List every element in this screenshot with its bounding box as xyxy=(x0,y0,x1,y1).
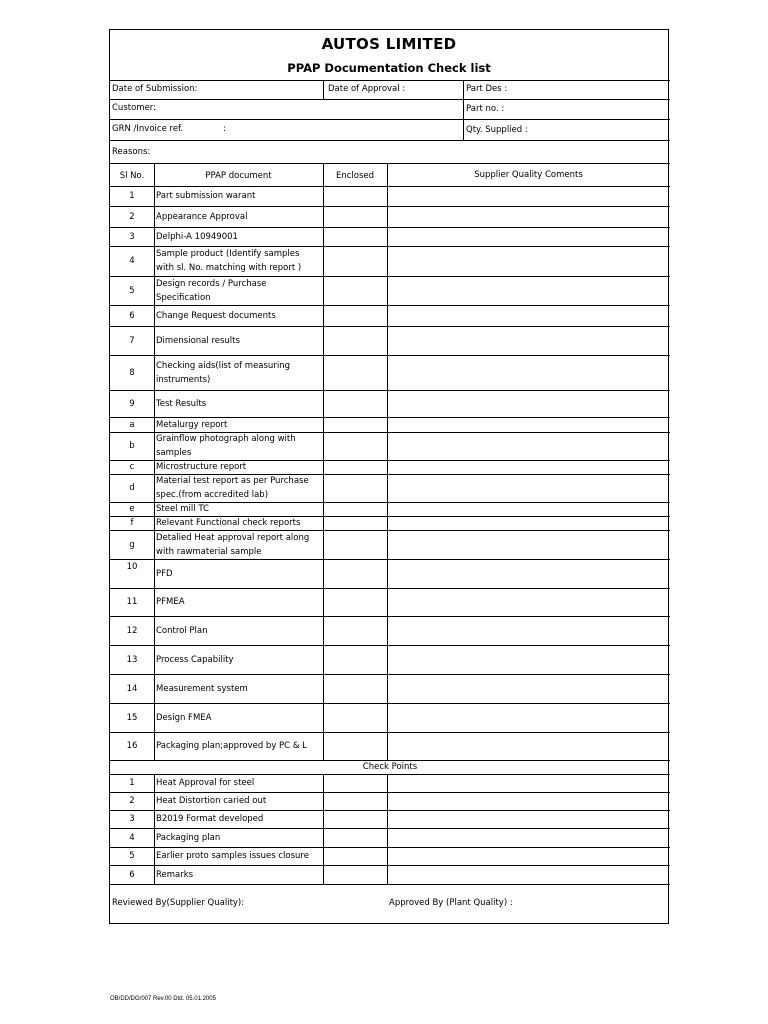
ppap-document-item: Design FMEA xyxy=(156,712,212,723)
check-point-item: Remarks xyxy=(156,869,194,880)
date-of-approval-field[interactable] xyxy=(411,80,463,99)
sl-no: 2 xyxy=(129,211,135,222)
enclosed-cell[interactable] xyxy=(323,616,387,645)
supplier-comment-cell[interactable] xyxy=(387,645,670,674)
supplier-comment-cell[interactable] xyxy=(387,616,670,645)
check-point-item: B2019 Format developed xyxy=(156,814,264,824)
check-point-enclosed-cell[interactable] xyxy=(323,810,387,828)
ppap-document-item: Dimensional results xyxy=(156,335,240,346)
ppap-document-item: Sample product (Identify samples with sl. No. matching with report ) xyxy=(156,249,302,273)
sl-no: 12 xyxy=(126,625,138,636)
check-point-comment-cell[interactable] xyxy=(387,828,670,847)
supplier-comment-cell[interactable] xyxy=(387,732,670,760)
check-point-comment-cell[interactable] xyxy=(387,865,670,884)
supplier-comment-cell[interactable] xyxy=(387,530,670,559)
grn-invoice-colon: : xyxy=(223,124,226,134)
form-reference-code: OB/DD/DG/007 Rev.00 Dtd. 05.01.2005 xyxy=(110,996,216,1002)
column-header-supplier-comments: Supplier Quality Coments xyxy=(474,170,583,180)
sl-no: f xyxy=(130,518,134,528)
column-header-sl-no: Sl No. xyxy=(119,171,145,181)
grn-invoice-field[interactable] xyxy=(231,119,463,140)
ppap-document-item: Material test report as per Purchase spec.(from accredited lab) xyxy=(156,476,309,500)
enclosed-cell[interactable] xyxy=(323,390,387,417)
sl-no: 6 xyxy=(129,310,135,321)
check-point-enclosed-cell[interactable] xyxy=(323,847,387,865)
enclosed-cell[interactable] xyxy=(323,674,387,703)
check-point-comment-cell[interactable] xyxy=(387,810,670,828)
grid-line xyxy=(323,163,324,760)
supplier-comment-cell[interactable] xyxy=(387,206,670,227)
date-of-approval-label: Date of Approval : xyxy=(328,84,406,94)
part-des-label: Part Des : xyxy=(466,84,508,94)
check-point-enclosed-cell[interactable] xyxy=(323,865,387,884)
check-point-comment-cell[interactable] xyxy=(387,774,670,792)
ppap-document-item: Change Request documents xyxy=(156,310,276,321)
supplier-comment-cell[interactable] xyxy=(387,502,670,516)
grid-line xyxy=(463,80,464,140)
ppap-document-item: Grainflow photograph along with samples xyxy=(156,434,296,458)
check-point-item: Packaging plan xyxy=(156,832,221,843)
ppap-document-item: Measurement system xyxy=(156,683,248,694)
checklist-sheet xyxy=(109,29,669,924)
ppap-document-item: Checking aids(list of measuring instruments) xyxy=(156,360,290,385)
enclosed-cell[interactable] xyxy=(323,460,387,474)
enclosed-cell[interactable] xyxy=(323,355,387,390)
check-point-item: Heat Distortion caried out xyxy=(156,796,267,806)
check-point-no: 1 xyxy=(129,778,135,788)
check-point-enclosed-cell[interactable] xyxy=(323,828,387,847)
supplier-comment-cell[interactable] xyxy=(387,460,670,474)
enclosed-cell[interactable] xyxy=(323,417,387,432)
enclosed-cell[interactable] xyxy=(323,588,387,616)
ppap-document-item: Microstructure report xyxy=(156,462,247,472)
sl-no: 8 xyxy=(129,367,135,378)
date-of-submission-label: Date of Submission: xyxy=(112,84,198,94)
ppap-document-item: Relevant Functional check reports xyxy=(156,518,301,528)
sl-no: g xyxy=(129,539,135,550)
check-point-no: 5 xyxy=(129,851,135,861)
sl-no: 1 xyxy=(129,191,135,201)
enclosed-cell[interactable] xyxy=(323,276,387,305)
ppap-document-item: Metalurgy report xyxy=(156,419,228,430)
reasons-field[interactable] xyxy=(151,140,670,163)
enclosed-cell[interactable] xyxy=(323,227,387,246)
sl-no: c xyxy=(129,462,135,472)
supplier-comment-cell[interactable] xyxy=(387,227,670,246)
supplier-comment-cell[interactable] xyxy=(387,516,670,530)
column-header-enclosed: Enclosed xyxy=(335,171,375,181)
sl-no: 14 xyxy=(126,683,138,694)
check-points-label: Check Points xyxy=(362,762,418,772)
ppap-document-item: PFD xyxy=(156,568,173,579)
enclosed-cell[interactable] xyxy=(323,206,387,227)
sl-no: 13 xyxy=(126,654,138,665)
supplier-comment-cell[interactable] xyxy=(387,703,670,732)
check-point-item: Heat Approval for steel xyxy=(156,778,255,788)
supplier-comment-cell[interactable] xyxy=(387,474,670,502)
supplier-comment-cell[interactable] xyxy=(387,674,670,703)
sl-no: 11 xyxy=(126,597,138,607)
grn-invoice-label: GRN /Invoice ref. xyxy=(112,124,184,134)
check-point-no: 2 xyxy=(129,796,135,806)
reviewed-by-label: Reviewed By(Supplier Quality): xyxy=(112,898,245,908)
sl-no: e xyxy=(129,504,135,514)
sl-no: a xyxy=(129,419,135,430)
qty-supplied-field[interactable] xyxy=(531,119,670,140)
enclosed-cell[interactable] xyxy=(323,246,387,276)
approved-by-signature-field[interactable] xyxy=(521,886,670,921)
date-of-submission-field[interactable] xyxy=(201,80,323,99)
supplier-comment-cell[interactable] xyxy=(387,246,670,276)
supplier-comment-cell[interactable] xyxy=(387,417,670,432)
grid-line xyxy=(154,163,155,760)
supplier-comment-cell[interactable] xyxy=(387,559,670,588)
document-title: PPAP Documentation Check list xyxy=(287,61,491,75)
ppap-document-item: Detalied Heat approval report along with rawmaterial sample xyxy=(156,532,310,557)
company-name: AUTOS LIMITED xyxy=(321,35,457,53)
supplier-comment-cell[interactable] xyxy=(387,355,670,390)
grid-line xyxy=(110,163,670,164)
check-point-no: 6 xyxy=(129,869,135,880)
enclosed-cell[interactable] xyxy=(323,645,387,674)
ppap-document-item: Design records / Purchase Specification xyxy=(156,278,267,303)
ppap-document-item: Steel mill TC xyxy=(156,504,209,514)
part-no-label: Part no. : xyxy=(466,104,505,114)
ppap-document-item: Process Capability xyxy=(156,654,234,665)
check-point-comment-cell[interactable] xyxy=(387,792,670,810)
customer-field[interactable] xyxy=(161,99,463,119)
reasons-label: Reasons: xyxy=(112,147,151,157)
enclosed-cell[interactable] xyxy=(323,559,387,588)
reviewed-by-signature-field[interactable] xyxy=(251,886,386,921)
grid-line xyxy=(387,774,388,884)
grid-line xyxy=(387,163,388,760)
sl-no: 10 xyxy=(126,562,138,572)
supplier-comment-cell[interactable] xyxy=(387,588,670,616)
sl-no: 4 xyxy=(129,256,135,266)
sl-no: 15 xyxy=(126,712,138,723)
customer-label: Customer: xyxy=(112,103,157,113)
supplier-comment-cell[interactable] xyxy=(387,305,670,326)
enclosed-cell[interactable] xyxy=(323,305,387,326)
ppap-document-item: Packaging plan;approved by PC & L xyxy=(156,741,307,751)
enclosed-cell[interactable] xyxy=(323,732,387,760)
check-point-item: Earlier proto samples issues closure xyxy=(156,851,309,861)
ppap-document-item: PFMEA xyxy=(156,597,185,607)
check-point-enclosed-cell[interactable] xyxy=(323,792,387,810)
sl-no: 9 xyxy=(129,398,135,409)
column-header-ppap-document: PPAP document xyxy=(205,171,272,181)
ppap-document-item: Control Plan xyxy=(156,625,208,636)
ppap-document-item: Test Results xyxy=(156,398,207,409)
part-no-field[interactable] xyxy=(506,99,670,119)
enclosed-cell[interactable] xyxy=(323,432,387,460)
ppap-document-item: Delphi-A 10949001 xyxy=(156,231,238,242)
ppap-document-item: Appearance Approval xyxy=(156,211,248,222)
enclosed-cell[interactable] xyxy=(323,326,387,355)
sl-no: b xyxy=(129,441,135,451)
grid-line xyxy=(110,884,670,885)
grid-line xyxy=(323,774,324,884)
supplier-comment-cell[interactable] xyxy=(387,390,670,417)
check-point-no: 3 xyxy=(129,814,135,824)
supplier-comment-cell[interactable] xyxy=(387,326,670,355)
check-point-enclosed-cell[interactable] xyxy=(323,774,387,792)
grid-line xyxy=(154,774,155,884)
sl-no: 16 xyxy=(126,741,138,751)
enclosed-cell[interactable] xyxy=(323,703,387,732)
supplier-comment-cell[interactable] xyxy=(387,186,670,206)
enclosed-cell[interactable] xyxy=(323,516,387,530)
sl-no: 7 xyxy=(129,335,135,346)
supplier-comment-cell[interactable] xyxy=(387,432,670,460)
enclosed-cell[interactable] xyxy=(323,530,387,559)
sl-no: 3 xyxy=(129,231,135,242)
enclosed-cell[interactable] xyxy=(323,502,387,516)
check-point-no: 4 xyxy=(129,832,135,843)
sl-no: d xyxy=(129,483,135,493)
grid-line xyxy=(323,80,324,99)
enclosed-cell[interactable] xyxy=(323,186,387,206)
qty-supplied-label: Qty. Supplied : xyxy=(466,125,528,135)
supplier-comment-cell[interactable] xyxy=(387,276,670,305)
part-des-field[interactable] xyxy=(511,80,670,99)
check-point-comment-cell[interactable] xyxy=(387,847,670,865)
ppap-document-item: Part submission warant xyxy=(156,191,256,201)
sl-no: 5 xyxy=(129,285,135,296)
approved-by-label: Approved By (Plant Quality) : xyxy=(389,898,513,908)
enclosed-cell[interactable] xyxy=(323,474,387,502)
